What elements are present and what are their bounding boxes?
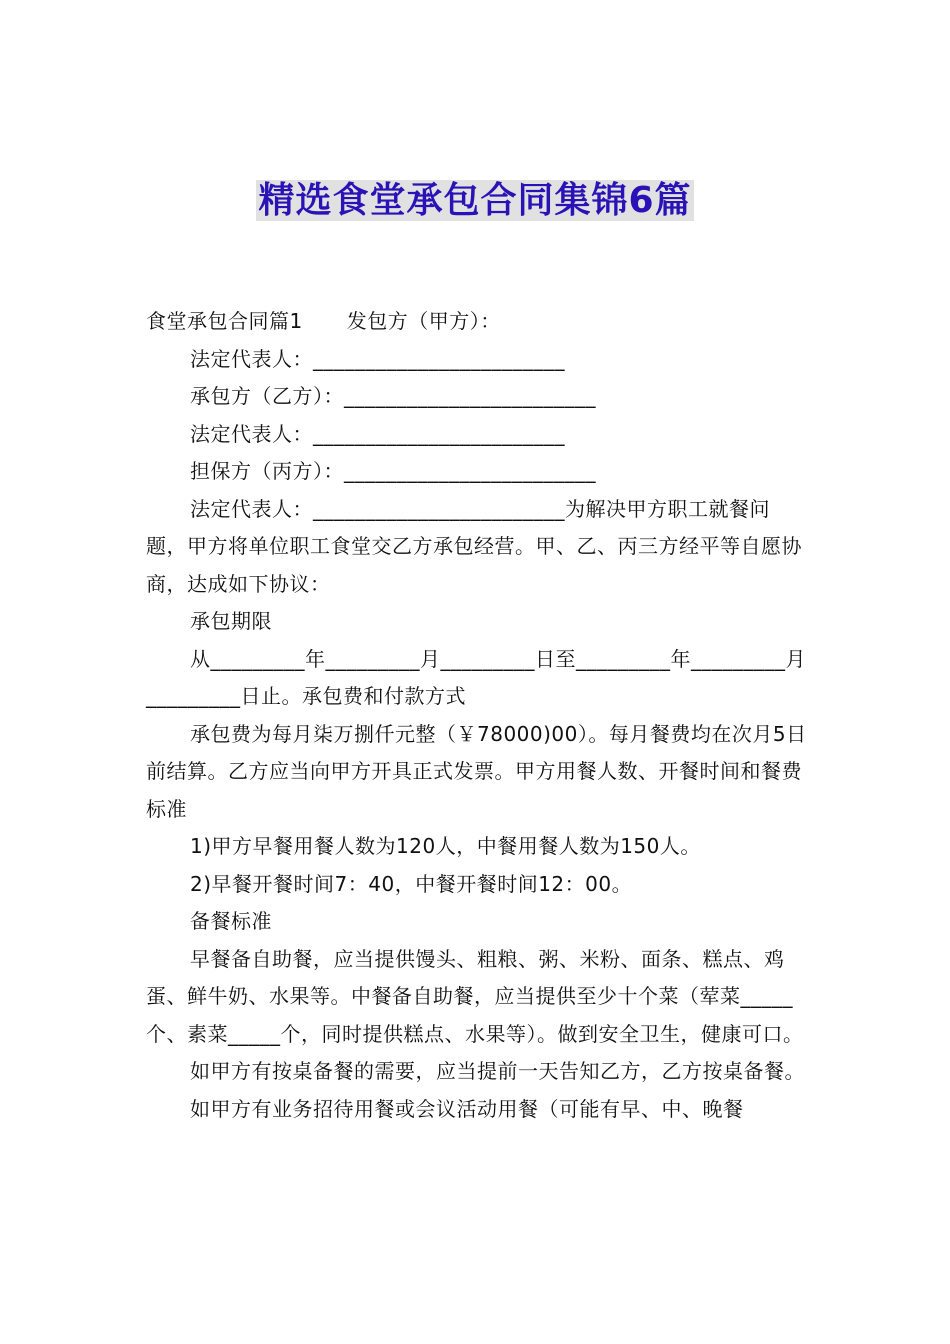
document-body (146, 303, 809, 1128)
paragraph-heading-line (146, 303, 809, 341)
party-a-label: 发包方（甲方）： (346, 309, 501, 333)
section-heading: 食堂承包合同篇1 (146, 309, 303, 333)
document-title-text: 精选食堂承包合同集锦6篇 (258, 180, 692, 221)
paragraph-standard-heading: 备餐标准 (190, 909, 272, 933)
paragraph-party-b: 承包方（乙方）：________________________ (190, 384, 596, 408)
paragraph-term-heading: 承包期限 (190, 609, 272, 633)
paragraph-fee: 承包费为每月柒万捌仟元整（￥78000)00）。每月餐费均在次月5日前结算。乙方应当向甲方开具正式发票。甲方用餐人数、开餐时间和餐费标准 (146, 721, 807, 821)
paragraph-meal-times: 2)早餐开餐时间7：40，中餐开餐时间12：00。 (190, 871, 633, 896)
paragraph-party-a-representative: 法定代表人：________________________ (190, 346, 565, 371)
paragraph-term-dates: 从_________年_________月_________日至_________年_________月_________日止。承包费和付款方式 (146, 646, 806, 708)
paragraph-diner-count: 1)甲方早餐用餐人数为120人，中餐用餐人数为150人。 (190, 834, 701, 858)
paragraph-meal-standard: 早餐备自助餐，应当提供馒头、粗粮、粥、米粉、面条、糕点、鸡蛋、鲜牛奶、水果等。中餐备自助餐，应当提供至少十个菜（荤菜_____个、素菜_____个，同时提供糕点、水果等）。做到安全卫生，健康可口。 (146, 946, 804, 1046)
paragraph-party-c: 担保方（丙方）：________________________ (190, 459, 596, 483)
paragraph-business-meals: 如甲方有业务招待用餐或会议活动用餐（可能有早、中、晚餐 (190, 1096, 744, 1121)
paragraph-table-service: 如甲方有按桌备餐的需要，应当提前一天告知乙方，乙方按桌备餐。 (190, 1059, 805, 1083)
paragraph-party-c-representative: 法定代表人：________________________为解决甲方职工就餐问题，甲方将单位职工食堂交乙方承包经营。甲、乙、丙三方经平等自愿协商，达成如下协议： (146, 496, 802, 596)
document-title (0, 176, 950, 226)
paragraph-party-b-representative: 法定代表人：________________________ (190, 421, 565, 446)
